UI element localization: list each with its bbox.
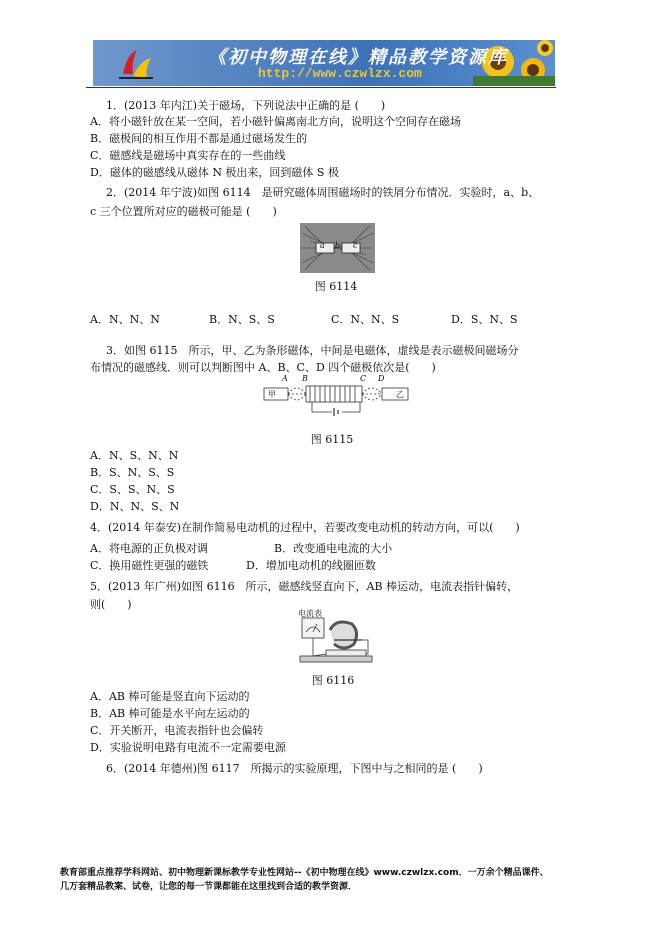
q1-stem: 1．(2013 年内江)关于磁场，下列说法中正确的是 ( )	[106, 99, 386, 112]
fig-6115-label-C: C	[360, 374, 367, 383]
q4-option-a: A．将电源的正负极对调	[90, 542, 208, 555]
banner-title: 《初中物理在线》精品教学资源库	[208, 47, 508, 68]
q1-option-a: A．将小磁针放在某一空间，若小磁针偏离南北方向，说明这个空间存在磁场	[90, 115, 461, 128]
q2-option-c: C．N、N、S	[331, 313, 400, 326]
figure-6114	[300, 223, 375, 273]
footer-line-2: 几万套精品教案、试卷，让您的每一节课都能在这里找到合适的教学资源．	[60, 882, 358, 892]
fig-6114-label-c: c	[353, 241, 358, 250]
header-rule	[86, 87, 556, 88]
fig-6114-label-a: a	[320, 241, 325, 250]
fig-6115-label-A: A	[282, 374, 288, 383]
q3-option-c: C．S、S、N、S	[90, 483, 175, 496]
q3-stem-2: 布情况的磁感线．则可以判断图中 A、B、C、D 四个磁极依次是( )	[90, 361, 436, 374]
q2-option-d: D．S、N、S	[451, 313, 518, 326]
q2-stem-2: c 三个位置所对应的磁极可能是 ( )	[90, 205, 277, 218]
fig-6114-caption: 图 6114	[314, 280, 358, 293]
q4-stem: 4．(2014 年泰安)在制作简易电动机的过程中，若要改变电动机的转动方向，可以( )	[90, 521, 520, 534]
fig-6115-label-B: B	[302, 374, 308, 383]
q1-option-b: B．磁极间的相互作用不都是通过磁场发生的	[90, 132, 308, 145]
q3-option-b: B．S、N、S、S	[90, 466, 175, 479]
banner-url: http://www.czwlzx.com	[258, 66, 422, 81]
q4-option-c: C．换用磁性更强的磁铁	[90, 559, 209, 572]
q3-stem-1: 3．如图 6115 所示，甲、乙为条形磁体，中间是电磁体，虚线是表示磁极间磁场分	[106, 344, 519, 357]
q2-option-a: A．N、N、N	[90, 313, 160, 326]
q5-stem-1: 5．(2013 年广州)如图 6116 所示，磁感线竖直向下，AB 棒运动，电流表指针偏转，	[90, 580, 519, 593]
fig-6115-label-yi: 乙	[396, 390, 404, 399]
q3-option-a: A．N、S、N、N	[90, 449, 179, 462]
q2-stem-1: 2．(2014 年宁波)如图 6114 是研究磁体周围磁场时的铁屑分布情况．实验时，a、b、	[106, 186, 540, 199]
q1-option-d: D．磁体的磁感线从磁体 N 极出来，回到磁体 S 极	[90, 166, 339, 179]
q5-option-c: C．开关断开，电流表指针也会偏转	[90, 724, 264, 737]
header-banner	[93, 40, 555, 86]
q1-option-c: C．磁感线是磁场中真实存在的一些曲线	[90, 149, 286, 162]
figure-6116	[296, 610, 376, 666]
q5-stem-2: 则( )	[90, 598, 132, 611]
figure-6115	[262, 374, 412, 424]
fig-6116-ammeter-label: 电流表	[298, 609, 322, 618]
q4-option-d: D．增加电动机的线圈匝数	[246, 559, 376, 572]
q2-option-b: B．N、S、S	[209, 313, 275, 326]
q5-option-a: A．AB 棒可能是竖直向下运动的	[90, 690, 250, 703]
q3-option-d: D．N、N、S、N	[90, 500, 180, 513]
fig-6115-label-jia: 甲	[268, 390, 276, 399]
fig-6115-label-D: D	[378, 374, 385, 383]
fig-6114-label-b: b	[335, 241, 341, 250]
footer-line-1: 教育部重点推荐学科网站、初中物理新课标教学专业性网站--《初中物理在线》www.czwlzx.com．一万余个精品课件、	[60, 868, 549, 878]
q4-option-b: B．改变通电电流的大小	[274, 542, 393, 555]
q5-option-d: D．实验说明电路有电流不一定需要电源	[90, 741, 286, 754]
fig-6115-caption: 图 6115	[310, 433, 354, 446]
q5-option-b: B．AB 棒可能是水平向左运动的	[90, 707, 250, 720]
q6-stem: 6．(2014 年德州)图 6117 所揭示的实验原理，下图中与之相同的是 ( )	[106, 762, 483, 775]
fig-6116-caption: 图 6116	[311, 674, 355, 687]
